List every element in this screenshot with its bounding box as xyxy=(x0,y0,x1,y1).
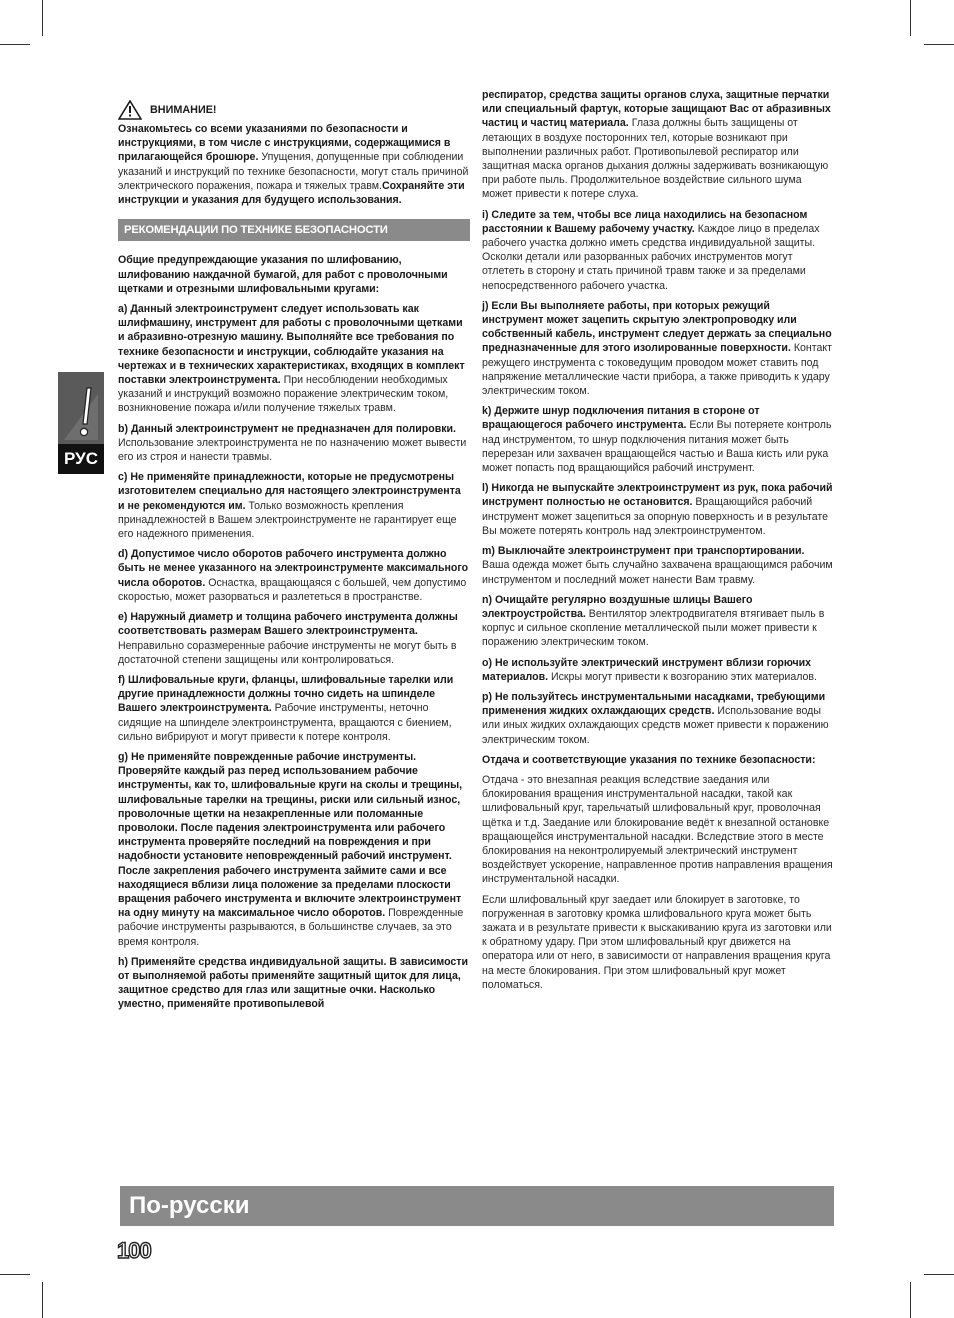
warning-triangle-icon xyxy=(118,100,142,120)
safety-item: g) Не применяйте поврежденные рабочие инструменты. Проверяйте каждый раз перед использованием рабочие инструменты, как то, шлифовальные круги на сколы и трещины, шлифовальные тарелки на трещины, риски или сильный износ, проволочные щетки на незакрепленные или поломанные проволоки. После падения электроинструмента или рабочего инструмента проверяйте последний на повреждения и при надобности установите неповрежденный рабочий инструмент. После закрепления рабочего инструмента займите сами и все находящиеся вблизи лица положение за пределами плоскости вращения рабочего инструмента и включите электроинструмент на одну минуту на максимальное число оборотов. Поврежденные рабочие инструменты разрываются, в большинстве случаев, за это время контроля. xyxy=(118,750,464,948)
safety-item: o) Не используйте электрический инструмент вблизи горючих материалов. Искры могут привести к возгоранию этих материалов. xyxy=(482,656,817,683)
safety-item: b) Данный электроинструмент не предназначен для полировки. Использование электроинструмента не по назначению может вывести его из строя и нанести травмы. xyxy=(118,422,467,464)
safety-item: k) Держите шнур подключения питания в стороне от вращающегося рабочего инструмента. Если Вы потеряете контроль над инструментом, то шнур подключения питания может быть перерезан или захвачен вращающейся частью и Ваша кисть или рука может попасть под вращающийся рабочий инструмент. xyxy=(482,405,832,475)
crop-mark xyxy=(42,1282,43,1318)
warning-exclamation-icon xyxy=(60,380,102,442)
safety-item: d) Допустимое число оборотов рабочего инструмента должно быть не менее указанного на электроинструменте максимального числа оборотов. Оснастка, вращающаяся с большей, чем допустимо скоростью, может разорваться и разлететься в пространстве. xyxy=(118,548,469,603)
crop-mark xyxy=(924,44,954,45)
safety-item: f) Шлифовальные круги, фланцы, шлифовальные тарелки или другие принадлежности должны точно сидеть на шпинделе Вашего электроинструмента. Рабочие инструменты, неточно сидящие на шпинделе электроинструмента, вращаются с биением, сильно вибрируют и могут привести к потере контроля. xyxy=(118,673,454,743)
crop-mark xyxy=(0,44,30,45)
language-tab xyxy=(58,372,104,474)
kickback-paragraph: Отдача - это внезапная реакция вследствие заедания или блокирования вращения инструментальной насадки, такой как шлифовальный круг, тарельчатый шлифовальный круг, проволочная щётка и т.д. Заедание или блокирование ведёт к внезапной остановке вращающейся инструментальной насадки. Вследствие этого в месте блокирования на неконтролируемый электрический инструмент воздействует ускорение, направленное против направления вращения инструментальной насадки. xyxy=(482,773,833,886)
safety-item: i) Следите за тем, чтобы все лица находились на безопасном расстоянии к Вашему рабочему участку. Каждое лицо в пределах рабочего участка должно иметь средства индивидуальной защиты. Осколки детали или разорванных рабочих инструментов могут отлететь в сторону и стать причиной травм также и за пределами непосредственного рабочего участка. xyxy=(482,208,820,292)
left-column xyxy=(118,88,470,1018)
safety-item: e) Наружный диаметр и толщина рабочего инструмента должны соответствовать размерам Вашего электроинструмента. Неправильно соразмеренные рабочие инструменты не могут быть в достаточной степени защищены или контролироваться. xyxy=(118,611,458,666)
warning-title: ВНИМАНИЕ! xyxy=(150,103,217,116)
safety-item: m) Выключайте электроинструмент при транспортировании. Ваша одежда может быть случайно захвачена вращающимся рабочим инструментом и последний может нанести Вам травму. xyxy=(482,545,833,586)
right-column xyxy=(482,88,834,998)
safety-item: c) Не применяйте принадлежности, которые не предусмотрены изготовителем специально для настоящего электроинструмента и не рекомендуются им. Только возможность крепления принадлежностей в Вашем электроинструменте не гарантирует еще его надежного применения. xyxy=(118,471,461,541)
safety-item: l) Никогда не выпускайте электроинструмент из рук, пока рабочий инструмент полностью не остановится. Вращающийся рабочий инструмент может зацепиться за опорную поверхность и в результате Вы можете потерять контроль над электроинструментом. xyxy=(482,482,833,537)
crop-mark xyxy=(924,1274,954,1275)
safety-item: a) Данный электроинструмент следует использовать как шлифмашину, инструмент для работы с проволочными щетками и абразивно-отрезную машину. Выполняйте все требования по технике безопасности и инструкции, соблюдайте указания на чертежах и в технических характеристиках, входящих в комплект поставки электроинструмента. При несоблюдении необходимых указаний и инструкций возможно поражение электрическим током, возникновение пожара и/или получение тяжелых травм. xyxy=(118,303,465,415)
kickback-heading: Отдача и соответствующие указания по технике безопасности: xyxy=(482,753,816,766)
crop-mark xyxy=(910,0,911,36)
safety-item: j) Если Вы выполняете работы, при которых режущий инструмент может зацепить скрытую электропроводку или собственный кабель, инструмент следует держать за специально предназначенные для этого изолированные поверхности. Контакт режущего инструмента с токоведущим проводом может ставить под напряжение металлические части прибора, а также приводить к удару электрическим током. xyxy=(482,299,832,398)
page-number: 100 xyxy=(117,1238,151,1263)
language-label: РУС xyxy=(58,444,104,474)
general-heading: Общие предупреждающие указания по шлифованию, шлифованию наждачной бумагой, для работ с проволочными щетками и отрезными шлифовальными кругами: xyxy=(118,254,448,295)
safety-item: респиратор, средства защиты органов слуха, защитные перчатки или специальный фартук, которые защищают Вас от абразивных частиц и частиц материала. Глаза должны быть защищены от летающих в воздухе посторонних тел, которые возникают при выполнении различных работ. Противопылевой респиратор или защитная маска органов дыхания должны задерживать возникающую при работе пыль. Продолжительное воздействие сильного шума может привести к потере слуха. xyxy=(482,89,831,201)
safety-item: h) Применяйте средства индивидуальной защиты. В зависимости от выполняемой работы применяйте защитный щиток для лица, защитное средство для глаз или защитные очки. Насколько уместно, применяйте противопылевой xyxy=(118,955,469,1011)
crop-mark xyxy=(0,1274,30,1275)
kickback-paragraph: Если шлифовальный круг заедает или блокирует в заготовке, то погруженная в заготовку кромка шлифовального круга может быть зажата и в результате привести к выскакиванию круга из заготовки или к обратному удару. При этом шлифовальный круг движется на оператора или от него, в зависимости от направления вращения круга на месте блокирования. При этом шлифовальный круг может поломаться. xyxy=(482,893,832,991)
warning-header xyxy=(118,100,470,120)
footer-language-bar: По-русски xyxy=(120,1186,834,1226)
intro-paragraph: Ознакомьтесь со всеми указаниями по безопасности и инструкциями, в том числе с инструкциями, содержащимися в прилагающейся брошюре. Упущения, допущенные при соблюдении указаний и инструкций по технике безопасности, могут сталь причиной электрического поражения, пожара и тяжелых травм.Сохраняйте эти инструкции и указания для будущего использования. xyxy=(118,123,469,207)
crop-mark xyxy=(42,0,43,36)
safety-item: p) Не пользуйтесь инструментальными насадками, требующими применения жидких охлаждающих средств. Использование воды или иных жидких охлаждающих средств может привести к поражению электрическим током. xyxy=(482,690,829,746)
section-title: РЕКОМЕНДАЦИИ ПО ТЕХНИКЕ БЕЗОПАСНОСТИ xyxy=(118,219,470,241)
crop-mark xyxy=(910,1282,911,1318)
safety-item: n) Очищайте регулярно воздушные шлицы Вашего электроустройства. Вентилятор электродвигателя втягивает пыль в корпус и сильное скопление металлической пыли может привести к поражению электрическим током. xyxy=(482,593,825,649)
